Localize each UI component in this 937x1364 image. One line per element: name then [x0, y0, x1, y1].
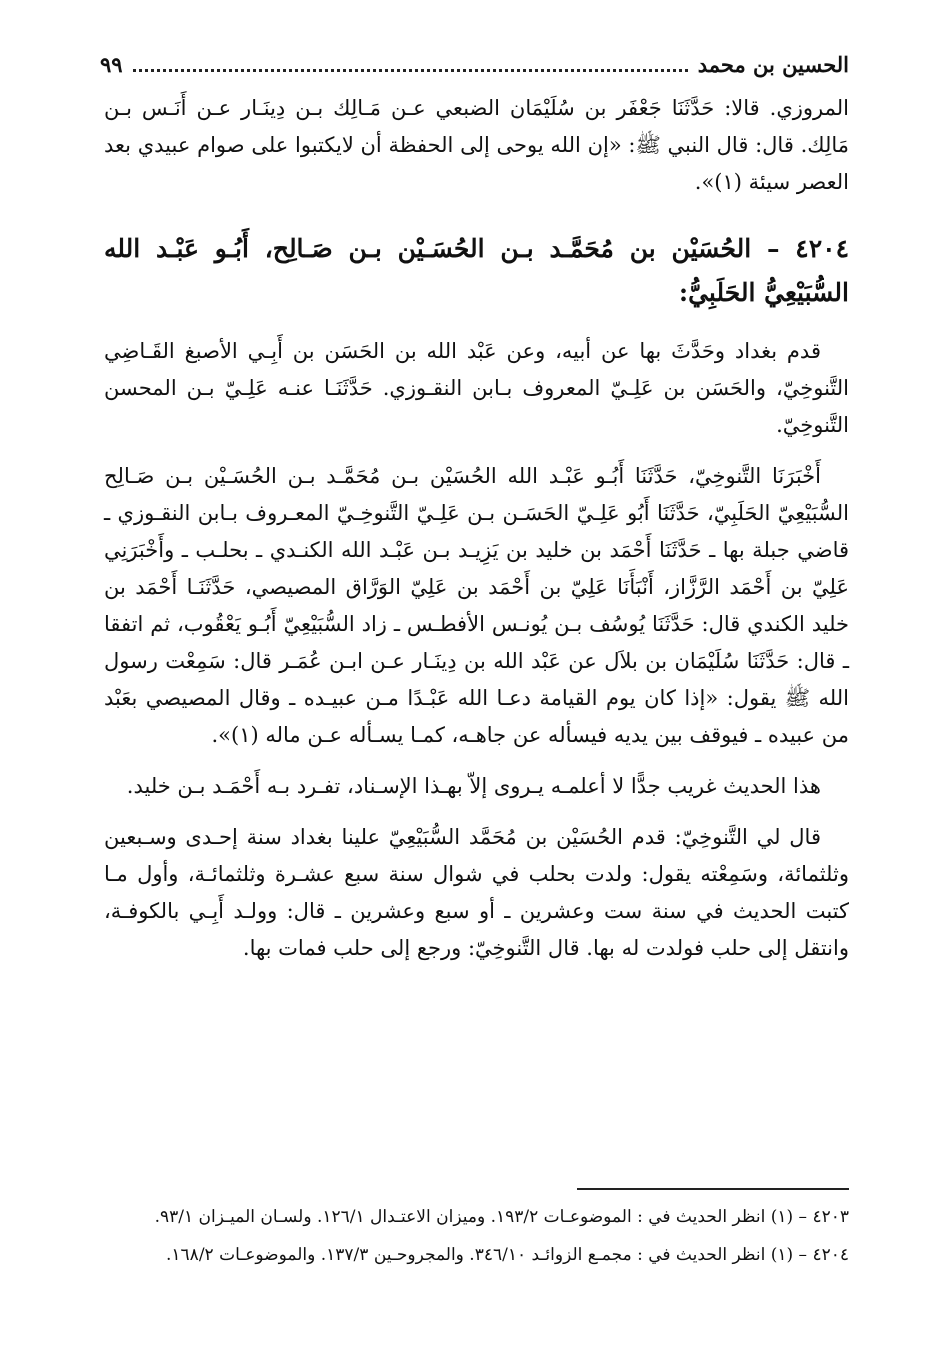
- paragraph-commentary: هذا الحديث غريب جدًّا لا أعلمـه يـروى إلاّ بهـذا الإسـناد، تفـرد بـه أَحْمَـد بـن خليد.: [126, 774, 821, 798]
- paragraph-birth-death: قال لي التَّنوخِيّ: قدم الحُسَيْن بن مُحَمَّد السُّبَيْعِيّ علينا بغداد سنة إحـدى وسـبعين وثلثمائة، وسَمِعْته يقول: ولدت بحلب في شوال سنة سبع عشـرة وثلثمائـة، وأول مـا كتبت الحديث في سنة ست وعشرين ـ أو سبع وعشرين ـ قال: وولـد أَبِـي بالكوفـة، وانتقل إلى حلب فولدت له بها. قال التَّنوخِيّ: ورجع إلى حلب فمات بها.: [104, 825, 849, 960]
- footnote-separator: [577, 1188, 849, 1190]
- main-text: [104, 90, 849, 967]
- paragraph-hadith-chain: أَخْبَرَنَا التَّنوخِيّ، حَدَّثَنَا أَبُـو عَبْـد الله الحُسَيْن بـن مُحَمَّـد بـن الحُسَـيْن بـن صَـالِح السُّبَيْعِيّ الحَلَبِيّ، حَدَّثَنَا أَبُو عَلِـيّ الحَسَـن بـن عَلِـيّ التَّنوخِـيّ المعـروف بـابن النقـوزي ـ قاضي جبلة بها ـ حَدَّثَنَا أَحْمَد بن خليد بن يَزِيـد بـن عَبْـد الله الكنـدي ـ بحلـب ـ وأَخْبَرَنِي عَلِيّ بن أَحْمَد الرَّزَّاز، أَنْبَأَنَا عَلِيّ بن أَحْمَد بن عَلِيّ الوَرَّاق المصيصي، حَدَّثَنَـا أَحْمَد بن خليد الكندي قال: حَدَّثَنَا يُوسُف بـن يُونـس الأفطـس ـ زاد السُّبَيْعِيّ أَبُـو يَعْقُوب، ثم اتفقا ـ قال: حَدَّثَنَا سُلَيْمَان بن بلاَل عن عَبْد الله بن دِينَـار عـن ابـن عُمَـر قال: سَمِعْت رسول الله ﷺ يقول: «إذا كان يوم القيامة دعـا الله عَبْـدًا مـن عبيـده ـ وقال المصيصي بعَبْد من عبيده ـ فيوقف بين يديه فيسأله عن جاهـه، كمـا يسـأله عـن ماله (١)».: [104, 464, 849, 747]
- footnote-4203: ٤٢٠٣ – (١) انظر الحديث في : الموضوعـات ١٩٣/٢. وميزان الاعتـدال ١٢٦/١. ولسـان الميـزان ٩٣/١.: [154, 1207, 849, 1227]
- header-dot-leader: [133, 69, 688, 72]
- entry-heading: ٤٢٠٤ – الحُسَيْن بن مُحَمَّـد بـن الحُسَـيْن بـن صَـالِح، أَبُـو عَبْـد الله السُّبَيْعِيُّ الحَلَبِيُّ:: [104, 234, 849, 307]
- header-title: الحسين بن محمد: [697, 51, 849, 77]
- page-number: ٩٩: [100, 51, 123, 77]
- paragraph-biography: قدم بغداد وحَدَّثَ بها عن أبيه، وعن عَبْد الله بن الحَسَن بن أَبِـي الأصبغ القَـاضِي التَّنوخِيّ، والحَسَن بن عَلِـيّ المعروف بـابن النقـوزي. حَدَّثَنَـا عنـه عَلِـيّ بـن المحسن التَّنوخِيّ.: [104, 339, 849, 437]
- footnotes: [104, 1202, 849, 1270]
- footnote-4204: ٤٢٠٤ – (١) انظر الحديث في : مجمـع الزوائـد ٣٤٦/١٠. والمجروحـين ١٣٧/٣. والموضوعـات ١٦٨/٢.: [166, 1245, 849, 1265]
- running-header: [100, 44, 849, 84]
- paragraph-continuation: المروزي. قالا: حَدَّثَنَا جَعْفَر بن سُلَيْمَان الضبعي عـن مَـالِك بـن دِينَـار عـن أَنَـس بـن مَالِك. قال: قال النبي ﷺ: «إن الله يوحى إلى الحفظة أن لايكتبوا على صوام عبيدي بعد العصر سيئة (١)».: [104, 96, 849, 194]
